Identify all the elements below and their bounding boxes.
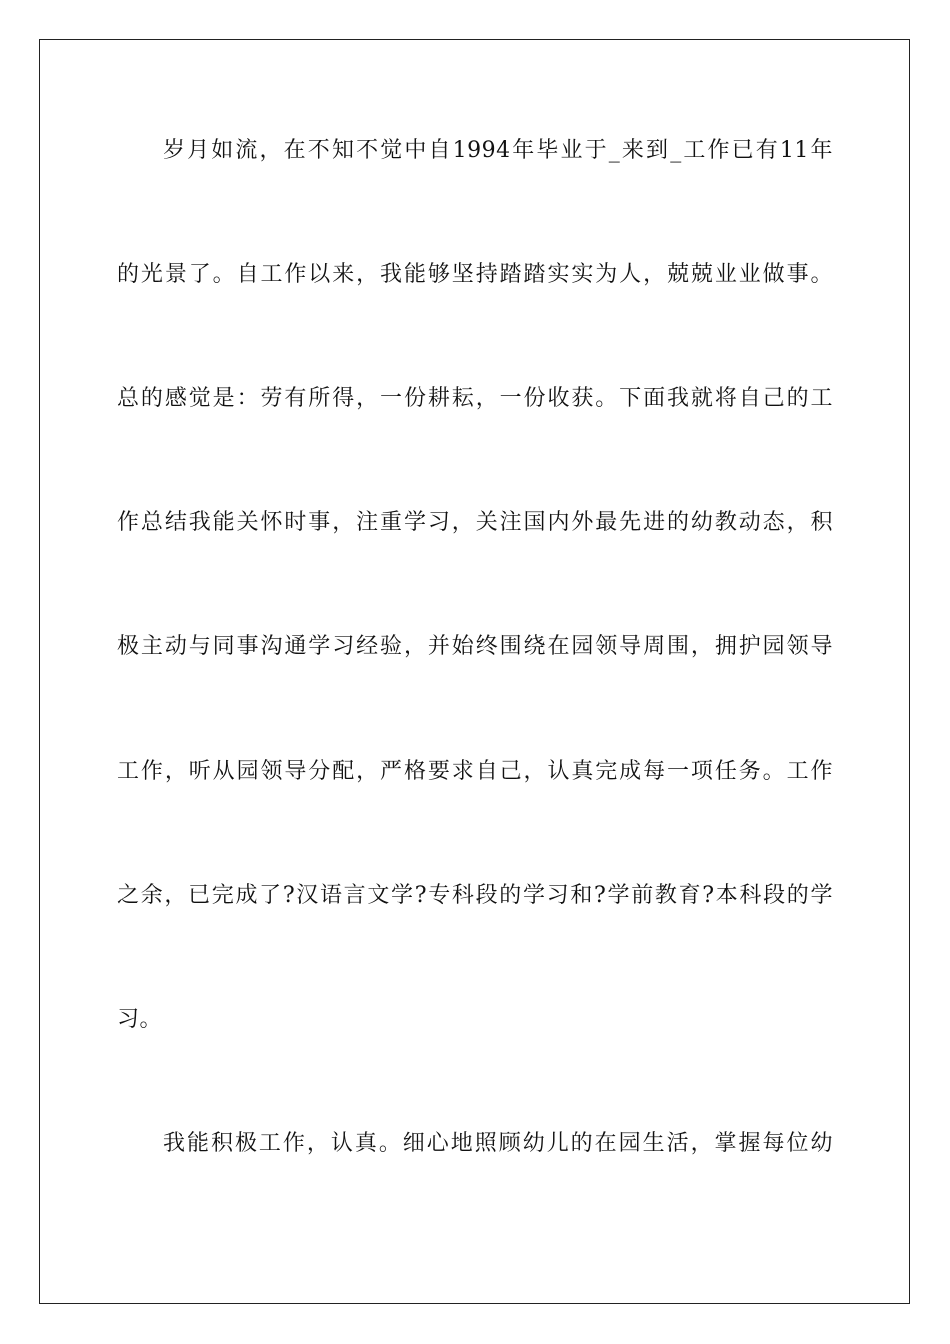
paragraph-1-line-3: 总的感觉是：劳有所得，一份耕耘，一份收获。下面我就将自己的工 (117, 386, 833, 411)
paragraph-1-line-5: 极主动与同事沟通学习经验，并始终围绕在园领导周围，拥护园领导 (117, 634, 833, 659)
paragraph-1-line-8: 习。 (117, 1007, 163, 1032)
paragraph-1-line-1: 岁月如流，在不知不觉中自1994年毕业于_来到_工作已有11年 (163, 138, 833, 163)
paragraph-1-line-7: 之余，已完成了?汉语言文学?专科段的学习和?学前教育?本科段的学 (117, 883, 833, 908)
paragraph-1-line-2: 的光景了。自工作以来，我能够坚持踏踏实实为人，兢兢业业做事。 (117, 262, 833, 287)
paragraph-1-line-6: 工作，听从园领导分配，严格要求自己，认真完成每一项任务。工作 (117, 759, 833, 784)
page-border (39, 39, 910, 1304)
paragraph-2-line-1: 我能积极工作，认真。细心地照顾幼儿的在园生活，掌握每位幼 (163, 1131, 833, 1156)
paragraph-1-line-4: 作总结我能关怀时事，注重学习，关注国内外最先进的幼教动态，积 (117, 510, 833, 535)
